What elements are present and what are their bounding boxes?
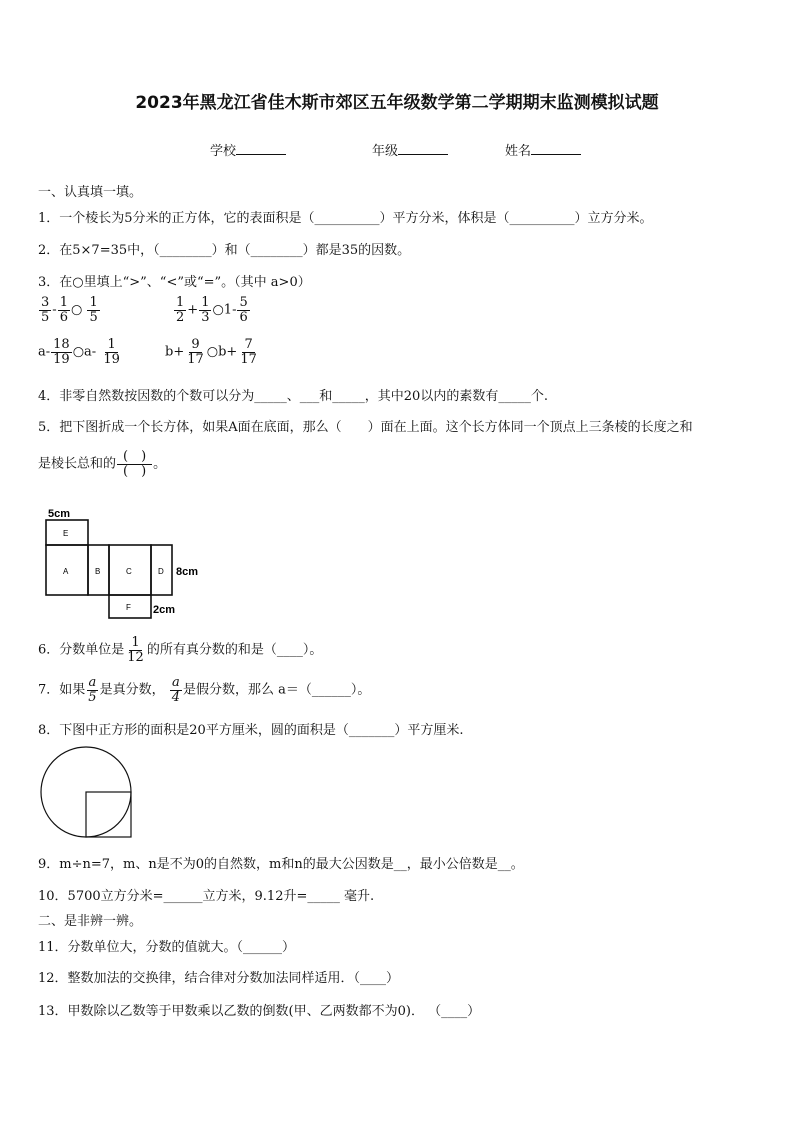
question-5-line-2: 是棱长总和的 $\frac{( )}{( )}$ 。 bbox=[38, 449, 167, 479]
grade-label: 年级 bbox=[372, 144, 399, 159]
q3-expression-3: a- $\frac{18}{19}$ ○a- $\frac{1}{19}$ bbox=[38, 337, 120, 367]
question-7: 7．如果 $\frac{a}{5}$ 是真分数， $\frac{a}{4}$ 是假分数，那么 a＝（______）。 bbox=[38, 675, 371, 705]
face-c-label: C bbox=[126, 567, 132, 576]
school-field bbox=[210, 140, 286, 159]
question-2: 2．在5×7=35中，（________）和（________）都是35的因数。 bbox=[38, 243, 411, 258]
page-title: 2023年黑龙江省佳木斯市郊区五年级数学第二学期期末监测模拟试题 bbox=[135, 93, 659, 113]
question-13: 13．甲数除以乙数等于甲数乘以乙数的倒数(甲、乙两数都不为0)． （____） bbox=[38, 1004, 481, 1019]
question-1: 1．一个棱长为5分米的正方体，它的表面积是（__________）平方分米，体积是（__________）立方分米。 bbox=[38, 211, 653, 226]
question-5: 5．把下图折成一个长方体，如果A面在底面，那么（ ）面在上面。这个长方体同一个顶点上三条棱的长度之和 bbox=[38, 420, 693, 435]
question-10: 10．5700立方分米=______立方米，9.12升=_____ 毫升. bbox=[38, 889, 375, 904]
question-12: 12．整数加法的交换律，结合律对分数加法同样适用．（____） bbox=[38, 971, 400, 986]
face-e-label: E bbox=[63, 529, 69, 538]
q3-expression-2: $\frac{1}{2}$ + $\frac{1}{3}$ ○1- $\frac{5}{6}$ bbox=[176, 295, 248, 325]
school-label: 学校 bbox=[210, 144, 237, 159]
face-d-label: D bbox=[158, 567, 164, 576]
name-label: 姓名 bbox=[505, 144, 532, 159]
circle-square-diagram bbox=[38, 746, 138, 842]
question-11: 11．分数单位大，分数的值就大。（______） bbox=[38, 940, 296, 955]
face-a-label: A bbox=[63, 567, 69, 576]
net-right-dimension: 8cm bbox=[176, 566, 199, 578]
q3-expression-1: $\frac{3}{5}$ - $\frac{1}{6}$ ○ $\frac{1}{5}$ bbox=[41, 295, 98, 325]
name-field bbox=[505, 140, 581, 159]
face-f-label: F bbox=[126, 603, 131, 612]
square-shape bbox=[86, 792, 131, 837]
grade-field bbox=[372, 140, 448, 159]
net-bottom-dimension: 2cm bbox=[153, 604, 176, 616]
section-heading-2: 二、是非辨一辨。 bbox=[38, 914, 143, 929]
q3-expression-4: b+ $\frac{9}{17}$ ○b+ $\frac{7}{17}$ bbox=[165, 337, 257, 367]
question-4: 4．非零自然数按因数的个数可以分为_____、___和_____，其中20以内的素数有_____个. bbox=[38, 389, 548, 404]
question-9: 9．m÷n=7，m、n是不为0的自然数，m和n的最大公因数是__，最小公倍数是__。 bbox=[38, 857, 524, 872]
question-3: 3．在○里填上“>”、“<”或“=”。（其中 a>0） bbox=[38, 275, 311, 290]
net-top-dimension: 5cm bbox=[48, 508, 71, 520]
question-6: 6．分数单位是 $\frac{1}{12}$ 的所有真分数的和是（____）。 bbox=[38, 635, 323, 665]
cuboid-net-diagram bbox=[38, 505, 218, 620]
question-8: 8．下图中正方形的面积是20平方厘米，圆的面积是（_______）平方厘米. bbox=[38, 723, 464, 738]
face-b-label: B bbox=[95, 567, 101, 576]
section-heading-1: 一、认真填一填。 bbox=[38, 185, 143, 200]
